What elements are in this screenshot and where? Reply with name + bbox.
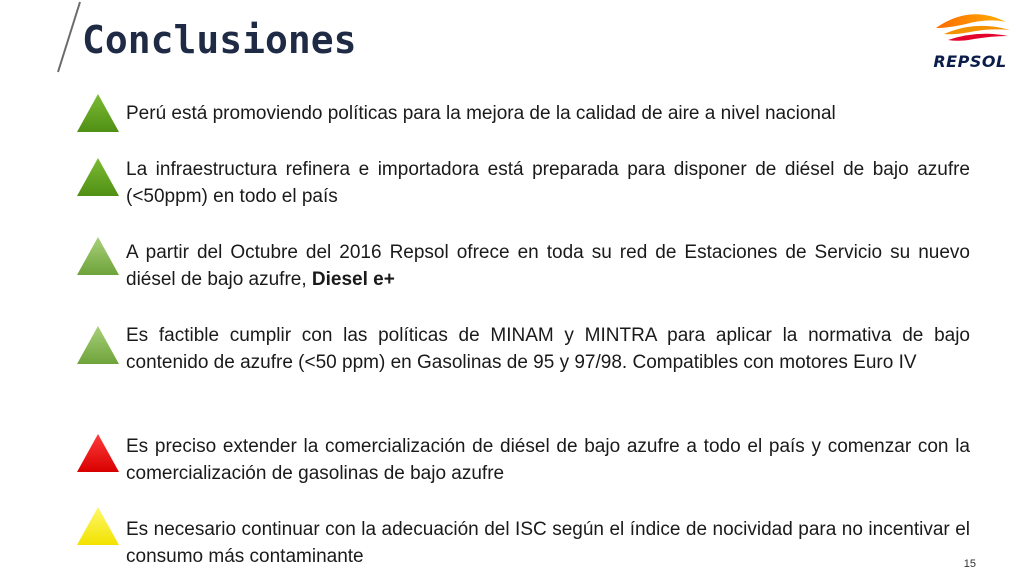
page-number: 15 (963, 558, 976, 570)
yellow-triangle-icon (75, 505, 121, 547)
repsol-logo-text: REPSOL (933, 52, 1007, 71)
conclusion-text: La infraestructura refinera e importadora está preparada para disponer de diésel de bajo azufre (<50ppm) en todo el país (126, 159, 970, 207)
light-green-triangle-icon (75, 235, 121, 277)
conclusion-text: Es factible cumplir con las políticas de MINAM y MINTRA para aplicar la normativa de bajo contenido de azufre (<50 ppm) en Gasolinas de 95 y 97/98. Compatibles con motores Euro IV (126, 325, 970, 373)
green-triangle-icon (75, 92, 121, 134)
light-green-triangle-icon (75, 324, 121, 366)
conclusion-text (126, 239, 970, 293)
conclusion-text: Es preciso extender la comercialización de diésel de bajo azufre a todo el país y comenzar con la comercialización de gasolinas de bajo azufre (126, 436, 970, 484)
conclusion-text-regular: A partir del Octubre del 2016 Repsol ofrece en toda su red de Estaciones de Servicio su nuevo diésel de bajo azufre, (126, 242, 970, 290)
slide-title: Conclusiones (82, 18, 357, 62)
red-triangle-icon (75, 432, 121, 474)
green-triangle-icon (75, 156, 121, 198)
conclusion-text: Perú está promoviendo políticas para la mejora de la calidad de aire a nivel nacional (126, 103, 836, 124)
conclusion-text: Es necesario continuar con la adecuación del ISC según el índice de nocividad para no incentivar el consumo más contaminante (126, 519, 970, 567)
conclusion-text-bold: Diesel e+ (311, 269, 395, 290)
